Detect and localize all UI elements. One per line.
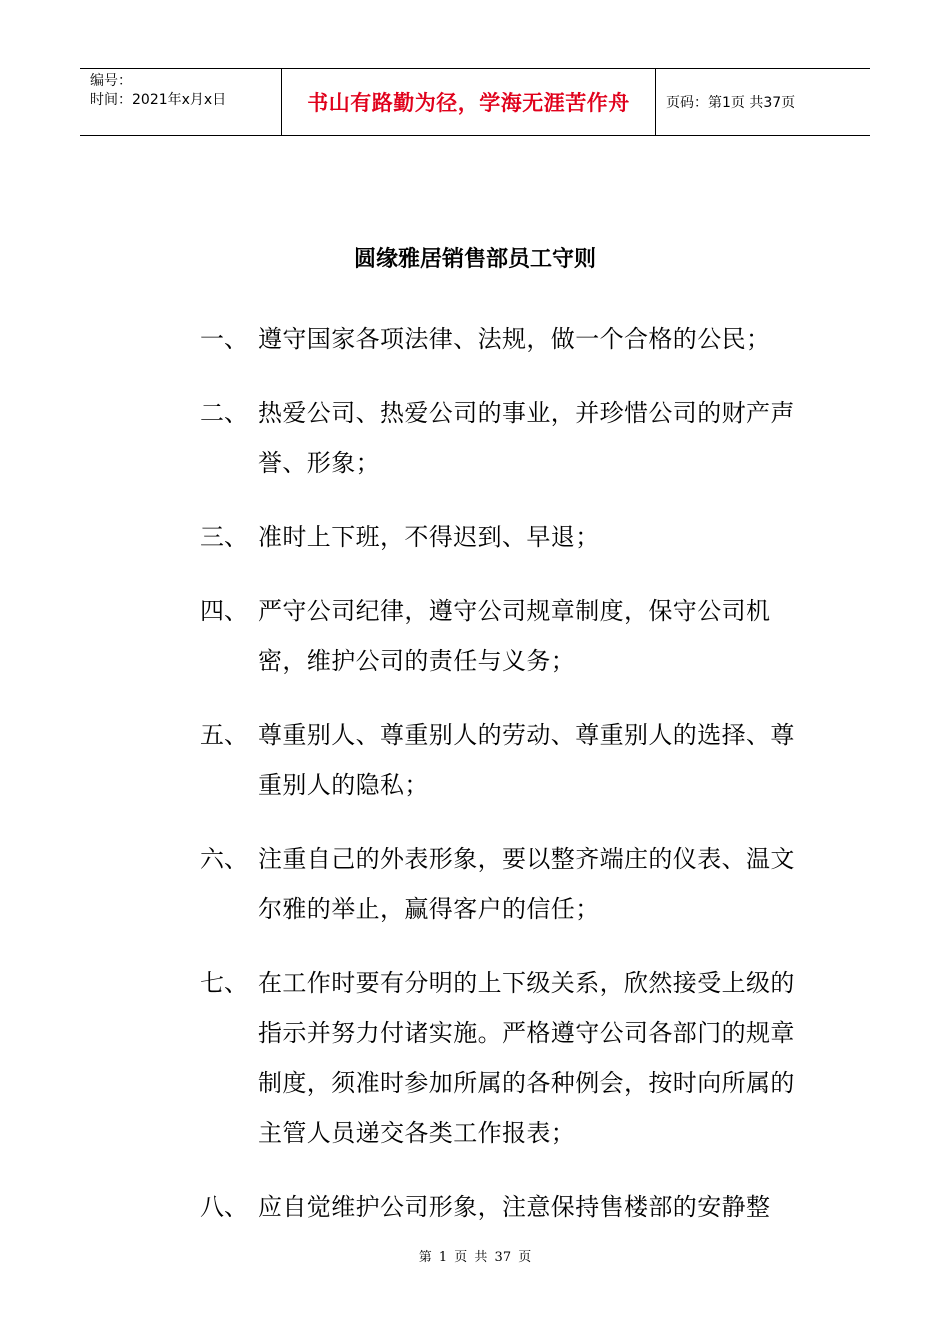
document-title: 圆缘雅居销售部员工守则 [353, 247, 596, 272]
page-header [80, 68, 870, 136]
article-number: 三、 [200, 523, 248, 551]
article-item [200, 586, 820, 686]
article-text: 注重自己的外表形象，要以整齐端庄的仪表、温文尔雅的举止，赢得客户的信任； [258, 845, 795, 923]
article-item [200, 710, 820, 810]
article-number: 五、 [200, 721, 248, 749]
page-footer: 第 1 页 共 37 页 [418, 1250, 532, 1265]
article-number: 六、 [200, 845, 248, 873]
article-text: 遵守国家各项法律、法规，做一个合格的公民； [258, 325, 771, 353]
header-page-info: 页码：第1页 共37页 [666, 95, 796, 111]
article-text: 准时上下班，不得迟到、早退； [258, 523, 600, 551]
time-label: 时间：2021年x月x日 [90, 92, 227, 108]
number-label: 编号： [90, 73, 132, 89]
article-text: 严守公司纪律，遵守公司规章制度，保守公司机密，维护公司的责任与义务； [258, 597, 771, 675]
article-text: 尊重别人、尊重别人的劳动、尊重别人的选择、尊重别人的隐私； [258, 721, 795, 799]
article-list [200, 314, 820, 1256]
article-text: 热爱公司、热爱公司的事业，并珍惜公司的财产声誉、形象； [258, 399, 795, 477]
article-number: 八、 [200, 1193, 248, 1221]
article-item [200, 834, 820, 934]
article-number: 七、 [200, 969, 248, 997]
article-number: 二、 [200, 399, 248, 427]
header-meta [80, 69, 282, 135]
article-text: 在工作时要有分明的上下级关系，欣然接受上级的指示并努力付诸实施。严格遵守公司各部门的规章制度，须准时参加所属的各种例会，按时向所属的主管人员递交各类工作报表； [258, 969, 795, 1147]
article-number: 四、 [200, 597, 248, 625]
header-motto: 书山有路勤为径，学海无涯苦作舟 [282, 69, 656, 135]
article-number: 一、 [200, 325, 248, 353]
article-item [200, 1182, 820, 1232]
article-item [200, 314, 820, 364]
article-item [200, 388, 820, 488]
article-item [200, 958, 820, 1158]
article-item [200, 512, 820, 562]
article-text: 应自觉维护公司形象，注意保持售楼部的安静整 [258, 1193, 771, 1221]
